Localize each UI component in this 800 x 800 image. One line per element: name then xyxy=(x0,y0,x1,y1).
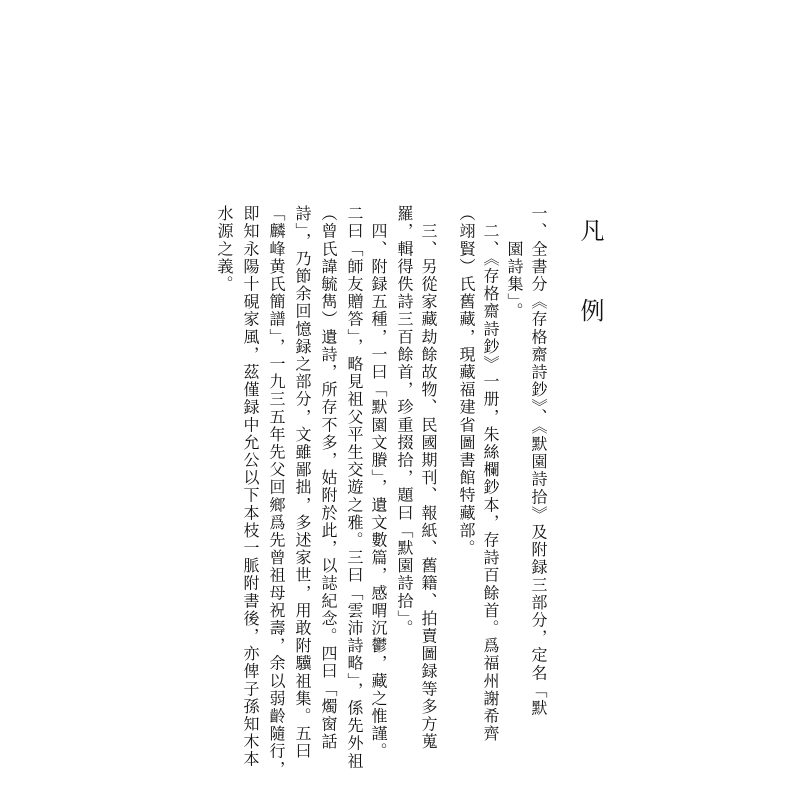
text-column-7: 四、附録五種，一曰「默園文賸」，遺文數篇，感喟沉鬱，藏之惟謹。 xyxy=(369,205,388,761)
text-column-13: 水源之義。 xyxy=(215,205,234,293)
text-column-1: 一、全書分《存格齋詩鈔》、《默園詩拾》及附録三部分，定名「默 xyxy=(529,205,548,717)
text-column-5: 三、另從家藏劫餘故物、民國期刊、報紙、舊籍、拍賣圖録等多方蒐 xyxy=(419,205,438,751)
text-column-2: 園詩集」。 xyxy=(505,205,524,321)
text-column-11: 「麟峰黄氏簡譜」，一九三五年先父回鄉爲先曾祖母祝壽，余以弱齡隨行， xyxy=(267,205,286,778)
text-column-6: 羅，輯得佚詩三百餘首，珍重掇拾，題曰「默園詩拾」。 xyxy=(395,205,414,637)
page-title: 凡 例 xyxy=(576,218,604,338)
text-column-3: 二、《存格齋詩鈔》一册，朱絲欄鈔本，存詩百餘首。爲福州謝希齊 xyxy=(481,205,500,743)
text-column-9: （曾氏諱毓雋）遺詩，所存不多，姑附於此，以誌紀念。四曰「燭窗話 xyxy=(319,205,338,751)
text-column-4: （翊賢）氏舊藏，現藏福建省圖書館特藏部。 xyxy=(457,205,476,557)
text-column-12: 即知永陽十硯家風，茲僅録中允公以下本枝一脈附書後，亦俾子孫知木本 xyxy=(241,205,260,769)
text-column-8: 二曰「師友贈答」，略見祖父平生交遊之雅。三曰「雲沛詩略」，係先外祖 xyxy=(345,205,364,770)
text-column-10: 詩」，乃節余回憶録之部分，文雖鄙拙，多述家世，用敢附驥祖集。五曰 xyxy=(293,205,312,761)
